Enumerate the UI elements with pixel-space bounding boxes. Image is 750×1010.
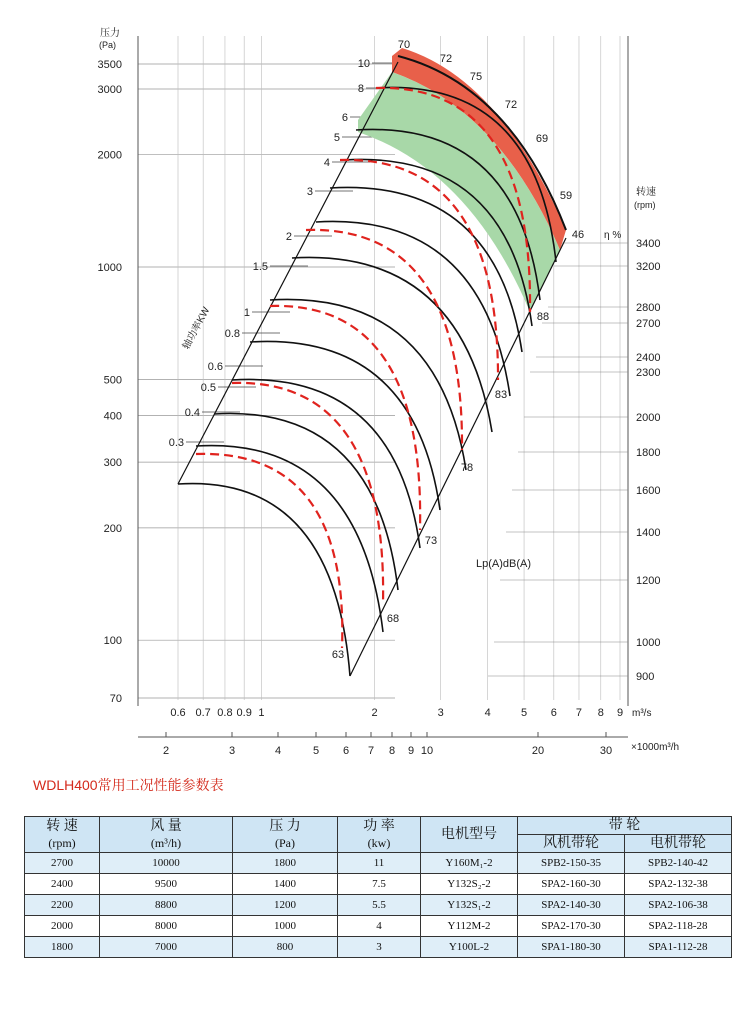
flow-tick-label: 5 (521, 707, 528, 719)
pressure-tick-label: 3000 (97, 83, 122, 96)
efficiency-label: 72 (439, 53, 453, 65)
table-cell: 8800 (100, 895, 233, 916)
table-cell: SPA1-180-30 (518, 937, 625, 958)
power-label: 0.6 (207, 361, 223, 373)
speed-tick-label: 2400 (636, 352, 661, 364)
efficiency-label: 59 (559, 190, 573, 202)
noise-label: 63 (331, 649, 345, 661)
table-cell: 11 (338, 853, 421, 874)
table-cell: 1800 (233, 853, 338, 874)
flow2-axis-unit: ×1000m³/h (631, 742, 680, 753)
power-label: 8 (357, 83, 364, 95)
efficiency-unit: η % (604, 230, 622, 241)
table-title: WDLH400常用工况性能参数表 (33, 777, 224, 793)
table-cell: 3 (338, 937, 421, 958)
pressure-axis-label: 压力 (100, 28, 120, 39)
speed-tick-label: 1800 (636, 447, 661, 459)
table-cell: 1800 (25, 937, 100, 958)
flow-tick-label: 0.6 (170, 707, 186, 719)
speed-axis-label: 转速 (636, 187, 656, 198)
table-cell: SPA2-132-38 (625, 874, 732, 895)
speed-axis-unit: (rpm) (634, 200, 656, 210)
table-cell: SPB2-140-42 (625, 853, 732, 874)
table-row (25, 853, 732, 874)
power-label: 6 (341, 112, 348, 124)
table-cell: 7.5 (338, 874, 421, 895)
table-cell: 2200 (25, 895, 100, 916)
performance-curve (232, 379, 420, 548)
performance-curve (214, 413, 398, 590)
header-pulley: 带 轮 (518, 817, 732, 835)
table-cell: SPA2-140-30 (518, 895, 625, 916)
speed-tick-label: 2700 (636, 318, 661, 330)
table-cell: Y100L-2 (421, 937, 518, 958)
power-label: 3 (306, 186, 313, 198)
flow2-tick-label: 30 (599, 745, 613, 757)
pressure-axis-unit: (Pa) (99, 40, 117, 50)
table-cell: 1200 (233, 895, 338, 916)
table-cell: 1000 (233, 916, 338, 937)
flow-tick-label: 4 (484, 707, 491, 719)
flow2-tick-label: 10 (420, 745, 434, 757)
noise-label: 88 (536, 311, 550, 323)
power-label: 0.5 (200, 382, 216, 394)
noise-label: 73 (424, 535, 438, 547)
table-cell: SPA2-170-30 (518, 916, 625, 937)
speed-tick-label: 2800 (636, 302, 661, 314)
pressure-tick-label: 1000 (97, 262, 122, 275)
power-label: 5 (333, 132, 340, 144)
table-row (25, 937, 732, 958)
header-motor-pulley: 电机带轮 (625, 835, 732, 853)
header-flow: 风 量 (m³/h) (100, 817, 233, 853)
pressure-tick-label: 500 (103, 374, 122, 387)
efficiency-label: 72 (504, 99, 518, 111)
header-fan-pulley: 风机带轮 (518, 835, 625, 853)
noise-label: 83 (494, 389, 508, 401)
table-cell: 10000 (100, 853, 233, 874)
flow-tick-label: 0.9 (236, 707, 252, 719)
speed-tick-label: 3200 (636, 261, 661, 273)
speed-tick-label: 1600 (636, 485, 661, 497)
flow2-tick-label: 6 (342, 745, 350, 757)
flow-tick-label: 2 (371, 707, 378, 719)
power-label: 10 (357, 58, 370, 70)
speed-tick-label: 3400 (636, 238, 661, 250)
pressure-tick-label: 400 (103, 410, 122, 423)
flow-tick-label: 8 (597, 707, 604, 719)
pressure-tick-label: 300 (103, 457, 122, 470)
power-label: 4 (323, 157, 330, 169)
performance-table (24, 816, 732, 958)
table-cell: 2000 (25, 916, 100, 937)
speed-tick-label: 2000 (636, 412, 661, 424)
power-label: 1.5 (252, 261, 268, 273)
pressure-tick-label: 2000 (97, 149, 122, 162)
table-cell: 5.5 (338, 895, 421, 916)
table-cell: 1400 (233, 874, 338, 895)
speed-tick-label: 2300 (636, 367, 661, 379)
flow-tick-label: 0.7 (195, 707, 211, 719)
table-cell: 9500 (100, 874, 233, 895)
flow-tick-label: 6 (550, 707, 557, 719)
table-cell: Y160M₁-2 (421, 853, 518, 874)
noise-curve (270, 306, 420, 530)
table-cell: Y132S₁-2 (421, 895, 518, 916)
performance-curve (196, 446, 383, 632)
flow-tick-label: 0.8 (217, 707, 233, 719)
table-cell: Y112M-2 (421, 916, 518, 937)
efficiency-label: 69 (535, 133, 549, 145)
performance-curve (316, 221, 510, 396)
power-label: 1 (243, 307, 250, 319)
speed-tick-label: 900 (636, 671, 655, 683)
power-label: 2 (285, 231, 292, 243)
range-boundary-right (350, 238, 566, 676)
power-label: 0.8 (224, 328, 240, 340)
power-axis-label: 轴功率KW (180, 305, 213, 352)
table-cell: 2700 (25, 853, 100, 874)
pressure-tick-label: 200 (103, 522, 122, 535)
flow2-tick-label: 7 (367, 745, 375, 757)
flow-tick-label: 3 (437, 707, 444, 719)
header-pressure: 压 力 (Pa) (233, 817, 338, 853)
table-cell: 4 (338, 916, 421, 937)
flow-tick-label: 7 (575, 707, 583, 719)
flow-axis-unit: m³/s (632, 708, 652, 719)
flow2-tick-label: 9 (407, 745, 415, 757)
speed-tick-label: 1200 (636, 575, 661, 587)
performance-curve (178, 484, 350, 676)
performance-curve (292, 257, 492, 432)
speed-tick-label: 1000 (636, 637, 661, 649)
flow2-tick-label: 2 (162, 745, 170, 757)
table-cell: SPA2-118-28 (625, 916, 732, 937)
flow2-tick-label: 5 (312, 745, 320, 757)
table-cell: SPA2-160-30 (518, 874, 625, 895)
noise-curve (306, 230, 462, 450)
pressure-tick-label: 70 (109, 693, 122, 705)
flow2-tick-label: 20 (531, 745, 545, 757)
header-motor: 电机型号 (421, 817, 518, 853)
header-speed: 转 速 (rpm) (25, 817, 100, 853)
flow2-tick-label: 4 (274, 745, 282, 757)
noise-label: 68 (386, 613, 400, 625)
power-label: 0.3 (168, 437, 184, 449)
table-row (25, 916, 732, 937)
flow-tick-label: 9 (616, 707, 624, 719)
flow2-tick-label: 3 (228, 745, 236, 757)
table-cell: SPA1-112-28 (625, 937, 732, 958)
table-cell: 2400 (25, 874, 100, 895)
efficiency-label: 46 (571, 229, 585, 241)
table-cell: SPA2-106-38 (625, 895, 732, 916)
table-cell: SPB2-150-35 (518, 853, 625, 874)
table-cell: 800 (233, 937, 338, 958)
header-power: 功 率 (kw) (338, 817, 421, 853)
flow-tick-label: 1 (258, 707, 265, 719)
efficiency-label: 70 (397, 39, 411, 51)
efficiency-label: 75 (469, 71, 483, 83)
table-cell: Y132S₂-2 (421, 874, 518, 895)
flow2-tick-label: 8 (388, 745, 396, 757)
table-body (25, 853, 732, 958)
table-row (25, 895, 732, 916)
noise-label: 78 (460, 462, 474, 474)
table-cell: 8000 (100, 916, 233, 937)
pressure-tick-label: 3500 (97, 59, 122, 71)
pressure-tick-label: 100 (103, 635, 122, 648)
noise-axis-label: Lp(A)dB(A) (476, 558, 532, 570)
table-cell: 7000 (100, 937, 233, 958)
power-label: 0.4 (184, 407, 200, 419)
speed-tick-label: 1400 (636, 527, 661, 539)
table-row (25, 874, 732, 895)
